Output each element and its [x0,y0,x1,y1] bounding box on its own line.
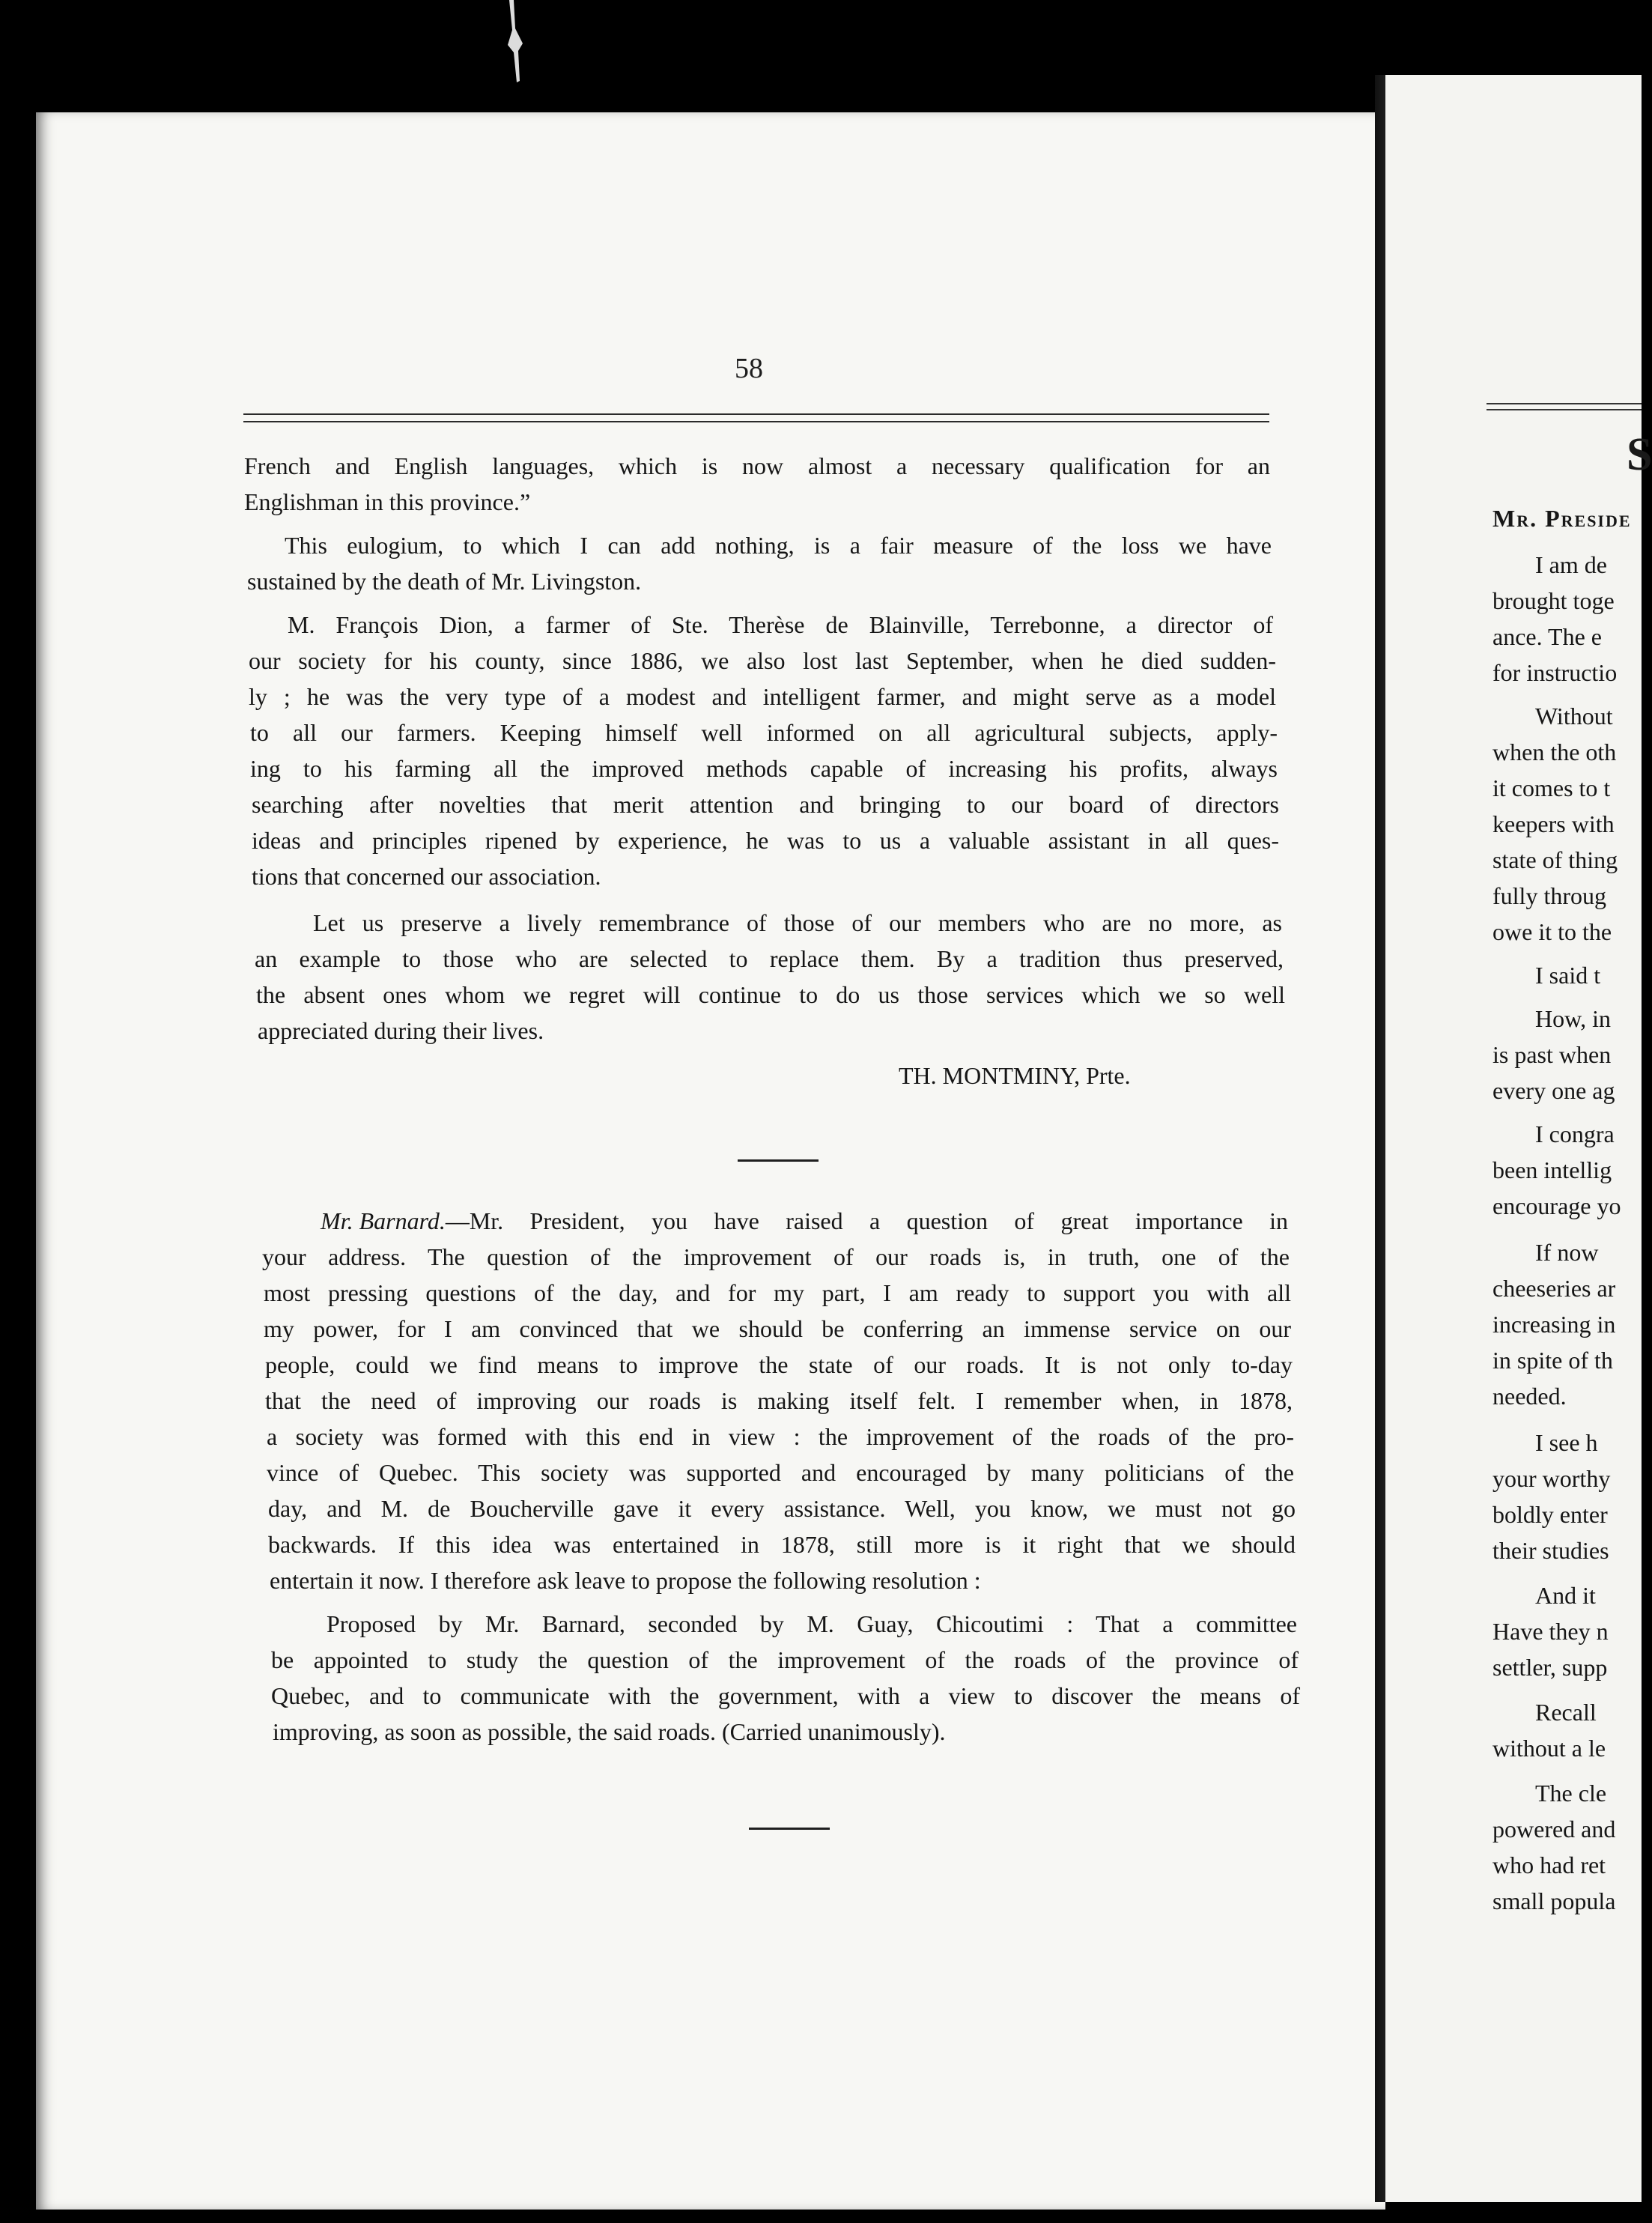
text-line: people, could we find means to improve the state of our roads. It is not only to-day [265,1351,1293,1378]
header-rule-second [243,421,1269,422]
text-line: Proposed by Mr. Barnard, seconded by M. Guay, Chicoutimi : That a committee [327,1610,1297,1637]
text-line: Let us preserve a lively remembrance of those of our members who are no more, as [313,909,1282,936]
text-line: Quebec, and to communicate with the government, with a view to discover the means of [271,1682,1300,1709]
right-page-text [1385,75,1652,2202]
text-line: This eulogium, to which I can add nothing, is a fair measure of the loss we have [285,532,1272,559]
right-line: encourage yo [1492,1192,1621,1219]
right-line: who had ret [1492,1852,1606,1878]
speaker-name: Mr. Barnard. [321,1207,446,1234]
right-line: brought toge [1492,587,1615,614]
signature: TH. MONTMINY, Prte. [899,1062,1131,1089]
right-line: is past when [1492,1041,1612,1068]
text-line: to all our farmers. Keeping himself well informed on all agricultural subjects, apply- [250,719,1278,746]
right-line: I said t [1535,962,1601,989]
right-line: when the oth [1492,739,1617,765]
right-line: And it [1535,1582,1596,1609]
text-line: the absent ones whom we regret will continue to do us those services which we so well [256,981,1285,1008]
right-line: your worthy [1492,1465,1611,1492]
text-line: vince of Quebec. This society was supported and encouraged by many politicians of the [267,1459,1294,1486]
right-line: I am de [1535,551,1607,578]
right-line: keepers with [1492,810,1615,837]
header-rule [243,413,1269,415]
text-line: an example to those who are selected to replace them. By a tradition thus preserved, [255,945,1284,972]
text-line: day, and M. de Boucherville gave it every assistance. Well, you know, we must not go [268,1495,1296,1522]
right-line: owe it to the [1492,918,1612,945]
right-line: Without [1535,703,1613,730]
right-line: in spite of th [1492,1347,1613,1374]
right-line: How, in [1535,1005,1612,1032]
right-line: If now [1535,1239,1599,1266]
text-line: your address. The question of the improvement of our roads is, in truth, one of the [262,1243,1290,1270]
left-page [36,112,1385,2210]
right-line: small popula [1492,1887,1616,1914]
clip-mark [503,0,526,82]
text-line: ly ; he was the very type of a modest and intelligent farmer, and might serve as a model [249,683,1276,710]
page-number: 58 [735,353,763,384]
right-line: Have they n [1492,1618,1609,1645]
text-line: ing to his farming all the improved methods capable of increasing his profits, always [250,755,1278,782]
right-line: Recall [1535,1699,1597,1726]
text-line: a society was formed with this end in view : the improvement of the roads of the pro- [267,1423,1294,1450]
right-line: boldly enter [1492,1501,1608,1528]
right-line: I see h [1535,1429,1598,1456]
text-line: improving, as soon as possible, the said roads. (Carried unanimously). [273,1718,946,1745]
text-line: our society for his county, since 1886, we also lost last September, when he died sudden- [249,647,1276,674]
text-line: sustained by the death of Mr. Livingston. [247,568,642,595]
right-line: I congra [1535,1120,1615,1147]
text-line: backwards. If this idea was entertained in 1878, still more is it right that we should [268,1531,1296,1558]
text-line [321,1206,1288,1236]
right-line: state of thing [1492,846,1618,873]
right-line: their studies [1492,1537,1609,1564]
section-divider-end [749,1828,830,1830]
right-line: increasing in [1492,1311,1616,1338]
text-line: most pressing questions of the day, and for my part, I am ready to support you with all [264,1279,1291,1306]
right-line: cheeseries ar [1492,1275,1616,1302]
text-line: tions that concerned our association. [252,863,601,890]
text-line: French and English languages, which is now almost a necessary qualification for an [244,452,1270,479]
text-line: that the need of improving our roads is making itself felt. I remember when, in 1878, [265,1387,1293,1414]
right-line: for instructio [1492,659,1618,686]
text-line: entertain it now. I therefore ask leave to propose the following resolution : [270,1567,981,1594]
right-line: fully throug [1492,882,1606,909]
section-divider [738,1159,819,1162]
right-title-fragment: S [1627,429,1652,480]
right-line: it comes to t [1492,774,1611,801]
right-line: powered and [1492,1816,1616,1843]
text-line: M. François Dion, a farmer of Ste. Therèse de Blainville, Terrebonne, a director of [288,611,1273,638]
right-line: settler, supp [1492,1654,1608,1681]
right-line: been intellig [1492,1156,1612,1183]
text-line: Englishman in this province.” [244,488,531,515]
text-line: appreciated during their lives. [258,1017,544,1044]
right-line: without a le [1492,1735,1606,1762]
text-line: searching after novelties that merit attention and bringing to our board of directors [252,791,1279,818]
right-line: ance. The e [1492,623,1602,650]
right-line: Mr. Preside [1492,505,1632,532]
speaker-text: —Mr. President, you have raised a question of great importance in [445,1207,1288,1234]
text-line: my power, for I am convinced that we should be conferring an immense service on our [264,1315,1291,1342]
right-line: The cle [1535,1780,1607,1807]
text-line: ideas and principles ripened by experience, he was to us a valuable assistant in all ques- [252,827,1279,854]
text-line: be appointed to study the question of the improvement of the roads of the province of [271,1646,1299,1673]
right-line: every one ag [1492,1077,1615,1104]
right-line: needed. [1492,1383,1567,1410]
